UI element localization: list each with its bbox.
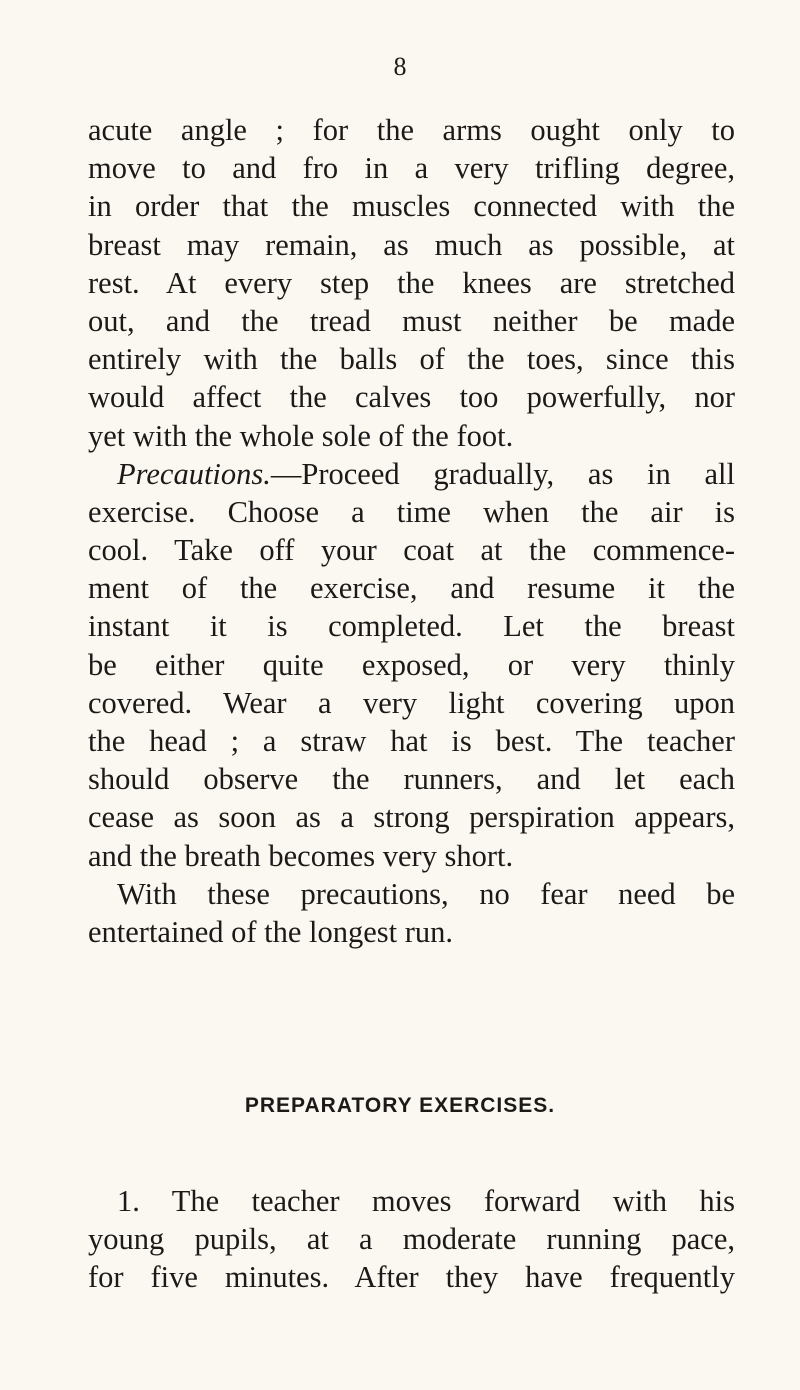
page-number: 8 — [393, 52, 407, 81]
section-heading: PREPARATORY EXERCISES. — [244, 1094, 556, 1117]
text-line: cool. Take off your coat at the commence- — [88, 533, 735, 568]
text-line: acute angle ; for the arms ought only to — [88, 113, 735, 147]
precautions-first-line-text: —Proceed gradually, as in all — [270, 456, 735, 491]
exercise-text — [88, 1182, 735, 1297]
text-line: covered. Wear a very light covering upon — [88, 685, 735, 720]
text-line: instant it is completed. Let the breast — [88, 609, 735, 644]
text-line: entertained of the longest run. — [88, 914, 454, 949]
text-line: yet with the whole sole of the foot. — [88, 418, 514, 453]
text-line: rest. At every step the knees are stretched — [88, 265, 735, 300]
text-line: in order that the muscles connected with the — [88, 189, 735, 224]
text-line: should observe the runners, and let each — [88, 762, 735, 797]
text-line: exercise. Choose a time when the air is — [88, 494, 735, 529]
text-line: move to and fro in a very trifling degree, — [88, 151, 735, 186]
text-line: With these precautions, no fear need be — [117, 876, 735, 911]
text-line: breast may remain, as much as possible, at — [88, 227, 735, 262]
text-line: entirely with the balls of the toes, since this — [88, 342, 735, 377]
precautions-lead: Precautions. — [117, 456, 271, 491]
text-line: cease as soon as a strong perspiration appears, — [88, 800, 735, 835]
precautions-first-line — [88, 455, 735, 493]
text-line: young pupils, at a moderate running pace, — [88, 1222, 735, 1257]
text-line: and the breath becomes very short. — [88, 838, 514, 873]
text-line: out, and the tread must neither be made — [88, 303, 735, 338]
text-line: ment of the exercise, and resume it the — [88, 571, 735, 606]
main-text — [88, 111, 735, 951]
text-line: the head ; a straw hat is best. The teacher — [88, 724, 735, 758]
text-line: would affect the calves too powerfully, nor — [88, 380, 735, 415]
text-line: be either quite exposed, or very thinly — [88, 647, 735, 682]
text-line: 1. The teacher moves forward with his — [117, 1184, 735, 1218]
text-line: for five minutes. After they have frequently — [88, 1260, 735, 1295]
